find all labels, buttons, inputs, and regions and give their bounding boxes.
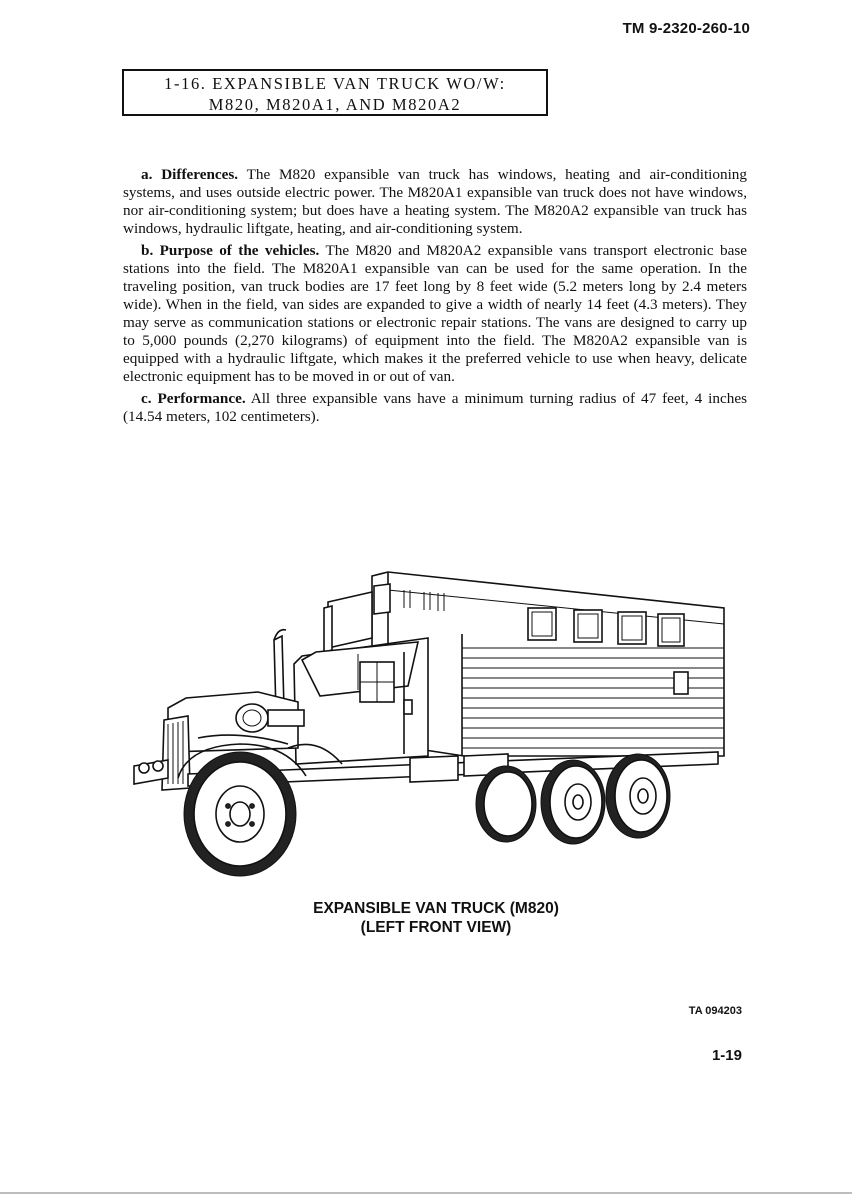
paragraph-body: The M820 expansible van truck has windows, heating and air-conditioning systems, and uses outside electric power. The M820A1 expansible van truck does not have windows, nor air-conditioning system; but does have a heating system. The M820A2 expansible van truck has windows, hydraulic liftgate, heating, and air-conditioning system. (123, 166, 747, 237)
door-handle (404, 700, 412, 714)
paragraph-lead: b. Purpose of the vehicles. (141, 242, 320, 259)
bottom-rule (0, 1192, 852, 1194)
page-number: 1-19 (711, 1047, 742, 1064)
vent-louvers (404, 590, 444, 611)
tow-hook (153, 761, 163, 771)
paragraph-performance (123, 390, 747, 426)
tm-number: TM 9-2320-260-10 (622, 20, 750, 37)
paragraph-purpose (123, 242, 747, 386)
section-title-line-1: 1-16. EXPANSIBLE VAN TRUCK WO/W: (164, 74, 506, 93)
section-title-line-2: M820, M820A1, AND M820A2 (208, 95, 462, 114)
paragraph-body: All three expansible vans have a minimum turning radius of 47 feet, 4 inches (14.54 meters, 102 centimeters). (123, 390, 747, 425)
body-text (123, 166, 747, 430)
caption-line-2: (LEFT FRONT VIEW) (360, 919, 512, 936)
van-truck-illustration (128, 568, 734, 890)
section-title-box (122, 69, 548, 116)
ta-number: TA 094203 (688, 1005, 742, 1017)
tow-hook (139, 763, 149, 773)
paragraph-differences (123, 166, 747, 238)
paragraph-body: The M820 and M820A2 expansible vans transport electronic base stations into the field. The M820A1 expansible van can be used for the same operation. In the traveling position, van truck bodies are 17 feet long by 8 feet wide (5.2 meters long by 2.4 meters wide). When in the field, van sides are expanded to give a width of nearly 14 feet (4.3 meters). They may serve as communication stations or electronic repair stations. The vans are designed to carry up to 5,000 pounds (2,270 kilograms) of equipment into the field. The M820A2 expansible van is equipped with a hydraulic liftgate, which makes it the preferred vehicle to use when heavy, delicate electronic equipment has to be moved in or out of van. (123, 242, 747, 385)
middle-wheel (476, 766, 536, 842)
figure-caption (236, 899, 636, 937)
caption-line-1: EXPANSIBLE VAN TRUCK (M820) (313, 900, 559, 917)
air-cleaner (236, 704, 268, 732)
rear-wheel (606, 754, 670, 838)
rear-wheel (541, 760, 605, 844)
front-wheel (184, 752, 296, 876)
paragraph-lead: c. Performance. (141, 390, 246, 407)
paragraph-lead: a. Differences. (141, 166, 239, 183)
